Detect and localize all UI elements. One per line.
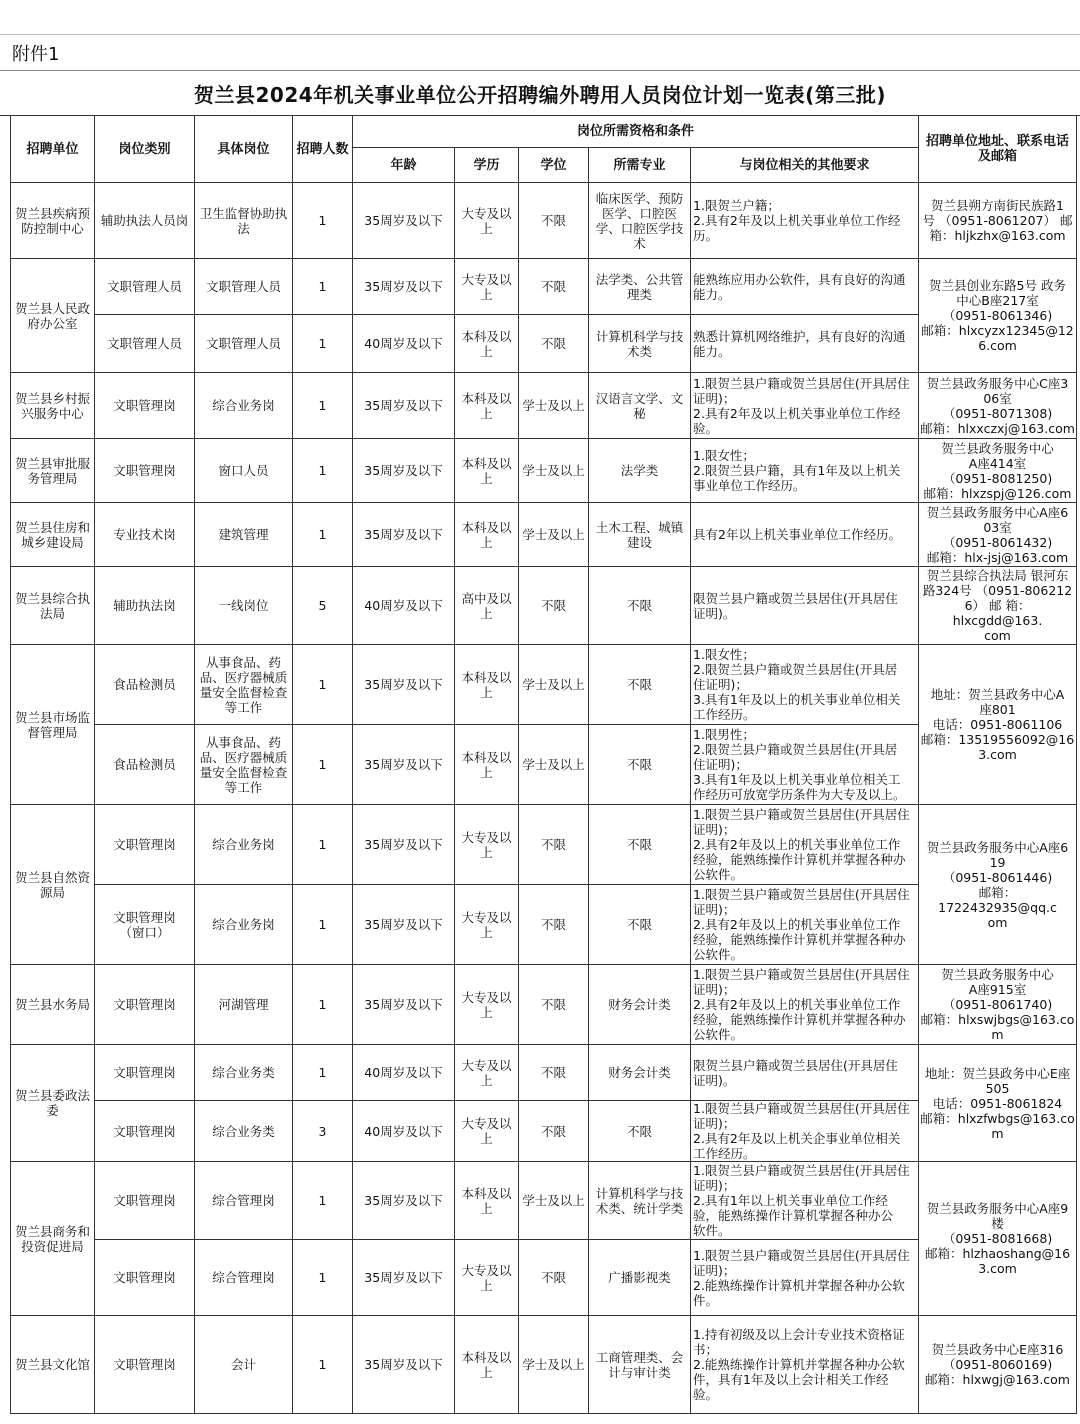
position-cell: 窗口人员: [195, 439, 293, 503]
position-cell: 综合业务类: [195, 1045, 293, 1101]
count-cell: 5: [293, 567, 353, 645]
table-row: [11, 965, 1077, 1045]
attachment-label: 附件1: [12, 44, 60, 65]
major-cell: 不限: [589, 567, 691, 645]
degree-cell: 不限: [519, 183, 589, 259]
major-cell: 土木工程、城镇 建设: [589, 503, 691, 567]
count-cell: 1: [293, 965, 353, 1045]
other-cell: 1.持有初级及以上会计专业技术资格证 书； 2.能熟练操作计算机并掌握各种办公软 件，具有1年及以上会计相关工作经 验。: [691, 1316, 919, 1414]
category-cell: 文职管理岗: [95, 965, 195, 1045]
table-row: [11, 439, 1077, 503]
other-cell: 1.限女性； 2.限贺兰县户籍，具有1年及以上机关 事业单位工作经历。: [691, 439, 919, 503]
age-cell: 35周岁及以下: [353, 1240, 455, 1316]
category-cell: 文职管理岗: [95, 1240, 195, 1316]
position-cell: 会计: [195, 1316, 293, 1414]
category-cell: 文职管理岗: [95, 1045, 195, 1101]
degree-cell: 不限: [519, 259, 589, 315]
unit-name-cell: 贺兰县文化馆: [11, 1316, 95, 1414]
degree-cell: 不限: [519, 1101, 589, 1162]
major-cell: 财务会计类: [589, 965, 691, 1045]
table-row: [11, 885, 1077, 965]
position-cell: 一线岗位: [195, 567, 293, 645]
contact-cell: 地址：贺兰县政务中心A 座801 电话：0951-8061106 邮箱：13519556092@16 3.com: [919, 645, 1077, 805]
other-cell: 限贺兰县户籍或贺兰县居住(开具居住 证明)。: [691, 1045, 919, 1101]
category-cell: 文职管理岗: [95, 1101, 195, 1162]
contact-cell: 地址：贺兰县政务中心E座 505 电话：0951-8061824 邮箱：hlxzfwbgs@163.co m: [919, 1045, 1077, 1162]
table-row: [11, 1240, 1077, 1316]
count-cell: 1: [293, 1316, 353, 1414]
other-cell: 1.限女性； 2.限贺兰县户籍或贺兰县居住(开具居 住证明)； 3.具有1年及以上的机关事业单位相关 工作经历。: [691, 645, 919, 725]
table-row: [11, 1045, 1077, 1101]
education-cell: 高中及以 上: [455, 567, 519, 645]
category-cell: 文职管理岗: [95, 373, 195, 439]
major-cell: 不限: [589, 645, 691, 725]
category-cell: 辅助执法人员岗: [95, 183, 195, 259]
count-cell: 1: [293, 439, 353, 503]
other-cell: 能熟练应用办公软件，具有良好的沟通 能力。: [691, 259, 919, 315]
contact-cell: 贺兰县综合执法局 银河东 路324号 （0951-806212 6） 邮 箱：hlxcgdd@163. com: [919, 567, 1077, 645]
table-row: [11, 315, 1077, 373]
unit-name-cell: 贺兰县市场监 督管理局: [11, 645, 95, 805]
unit-name-cell: 贺兰县疾病预 防控制中心: [11, 183, 95, 259]
blank-top-row: [0, 0, 1080, 35]
education-cell: 大专及以 上: [455, 965, 519, 1045]
other-cell: 1.限贺兰县户籍或贺兰县居住(开具居住 证明)； 2.具有2年及以上机关事业单位工作经 验。: [691, 373, 919, 439]
degree-cell: 学士及以上: [519, 725, 589, 805]
contact-cell: 贺兰县政务中心E座316 （0951-8060169) 邮箱：hlxwgj@163.com: [919, 1316, 1077, 1414]
degree-cell: 学士及以上: [519, 1316, 589, 1414]
unit-name-cell: 贺兰县自然资 源局: [11, 805, 95, 965]
major-cell: 法学类: [589, 439, 691, 503]
attachment-row: [0, 34, 1080, 71]
degree-cell: 不限: [519, 965, 589, 1045]
major-cell: 不限: [589, 805, 691, 885]
education-cell: 大专及以 上: [455, 1101, 519, 1162]
degree-cell: 不限: [519, 315, 589, 373]
degree-cell: 不限: [519, 1045, 589, 1101]
count-cell: 3: [293, 1101, 353, 1162]
degree-cell: 学士及以上: [519, 503, 589, 567]
unit-name-cell: 贺兰县住房和 城乡建设局: [11, 503, 95, 567]
table-row: [11, 503, 1077, 567]
major-cell: 计算机科学与技 术类: [589, 315, 691, 373]
major-cell: 不限: [589, 725, 691, 805]
page-title: 贺兰县2024年机关事业单位公开招聘编外聘用人员岗位计划一览表(第三批): [194, 82, 886, 107]
table-row: [11, 805, 1077, 885]
count-cell: 1: [293, 183, 353, 259]
header-other: 与岗位相关的其他要求: [691, 148, 919, 183]
category-cell: 文职管理岗: [95, 1162, 195, 1240]
unit-name-cell: 贺兰县人民政 府办公室: [11, 259, 95, 373]
age-cell: 35周岁及以下: [353, 183, 455, 259]
education-cell: 本科及以 上: [455, 725, 519, 805]
education-cell: 本科及以 上: [455, 645, 519, 725]
degree-cell: 不限: [519, 567, 589, 645]
category-cell: 文职管理岗: [95, 439, 195, 503]
count-cell: 1: [293, 1045, 353, 1101]
major-cell: 计算机科学与技 术类、统计学类: [589, 1162, 691, 1240]
position-cell: 综合管理岗: [195, 1162, 293, 1240]
position-cell: 从事食品、药 品、医疗器械质 量安全监督检查 等工作: [195, 645, 293, 725]
table-row: [11, 183, 1077, 259]
major-cell: 工商管理类、会 计与审计类: [589, 1316, 691, 1414]
contact-cell: 贺兰县政务服务中心 A座414室 （0951-8081250) 邮箱：hlxzspj@126.com: [919, 439, 1077, 503]
contact-cell: 贺兰县创业东路5号 政务 中心B座217室 （0951-8061346) 邮箱：hlxcyzx12345@12 6.com: [919, 259, 1077, 373]
header-category: 岗位类别: [95, 116, 195, 183]
contact-cell: 贺兰县政务服务中心A座6 03室 （0951-8061432) 邮箱：hlx-jsj@163.com: [919, 503, 1077, 567]
degree-cell: 学士及以上: [519, 439, 589, 503]
position-cell: 建筑管理: [195, 503, 293, 567]
contact-cell: 贺兰县政务服务中心C座3 06室 （0951-8071308) 邮箱：hlxxczxj@163.com: [919, 373, 1077, 439]
other-cell: 1.限贺兰县户籍或贺兰县居住(开具居住 证明)； 2.具有2年及以上的机关事业单位工作 经验，能熟练操作计算机并掌握各种办 公软件。: [691, 965, 919, 1045]
other-cell: 1.限贺兰县户籍或贺兰县居住(开具居住 证明)； 2.具有2年及以上机关企事业单位相关 工作经历。: [691, 1101, 919, 1162]
contact-cell: 贺兰县朔方南街民族路1 号 （0951-8061207） 邮 箱：hljkzhx@163.com: [919, 183, 1077, 259]
major-cell: 法学类、公共管 理类: [589, 259, 691, 315]
age-cell: 35周岁及以下: [353, 725, 455, 805]
position-cell: 综合业务类: [195, 1101, 293, 1162]
position-cell: 综合业务岗: [195, 885, 293, 965]
major-cell: 财务会计类: [589, 1045, 691, 1101]
education-cell: 本科及以 上: [455, 1162, 519, 1240]
age-cell: 35周岁及以下: [353, 503, 455, 567]
education-cell: 本科及以 上: [455, 1316, 519, 1414]
education-cell: 本科及以 上: [455, 315, 519, 373]
education-cell: 大专及以 上: [455, 885, 519, 965]
count-cell: 1: [293, 373, 353, 439]
education-cell: 本科及以 上: [455, 439, 519, 503]
count-cell: 1: [293, 259, 353, 315]
table-row: [11, 1316, 1077, 1414]
header-education: 学历: [455, 148, 519, 183]
table-row: [11, 645, 1077, 725]
category-cell: 辅助执法岗: [95, 567, 195, 645]
age-cell: 35周岁及以下: [353, 965, 455, 1045]
degree-cell: 学士及以上: [519, 645, 589, 725]
degree-cell: 不限: [519, 1240, 589, 1316]
header-major: 所需专业: [589, 148, 691, 183]
age-cell: 35周岁及以下: [353, 1162, 455, 1240]
degree-cell: 学士及以上: [519, 1162, 589, 1240]
category-cell: 文职管理人员: [95, 259, 195, 315]
position-cell: 文职管理人员: [195, 315, 293, 373]
other-cell: 1.限贺兰县户籍或贺兰县居住(开具居住 证明)； 2.具有2年及以上的机关事业单位工作 经验，能熟练操作计算机并掌握各种办 公软件。: [691, 885, 919, 965]
age-cell: 35周岁及以下: [353, 373, 455, 439]
age-cell: 40周岁及以下: [353, 567, 455, 645]
table-row: [11, 373, 1077, 439]
unit-name-cell: 贺兰县委政法 委: [11, 1045, 95, 1162]
category-cell: 文职管理岗: [95, 805, 195, 885]
count-cell: 1: [293, 725, 353, 805]
table-row: [11, 725, 1077, 805]
category-cell: 文职管理岗: [95, 1316, 195, 1414]
unit-name-cell: 贺兰县商务和 投资促进局: [11, 1162, 95, 1316]
contact-cell: 贺兰县政务服务中心 A座915室 （0951-8061740) 邮箱：hlxswjbgs@163.co m: [919, 965, 1077, 1045]
count-cell: 1: [293, 503, 353, 567]
table-row: [11, 567, 1077, 645]
other-cell: 1.限贺兰县户籍或贺兰县居住(开具居住 证明)； 2.具有2年及以上的机关事业单位工作 经验，能熟练操作计算机并掌握各种办 公软件。: [691, 805, 919, 885]
age-cell: 40周岁及以下: [353, 1101, 455, 1162]
category-cell: 文职管理岗 （窗口）: [95, 885, 195, 965]
recruitment-table: [10, 115, 1077, 1414]
header-degree: 学位: [519, 148, 589, 183]
major-cell: 汉语言文学、文 秘: [589, 373, 691, 439]
other-cell: 1.限贺兰县户籍或贺兰县居住(开具居住 证明)； 2.能熟练操作计算机并掌握各种办公软 件。: [691, 1240, 919, 1316]
contact-cell: 贺兰县政务服务中心A座6 19 （0951-8061446) 邮箱：1722432935@qq.c om: [919, 805, 1077, 965]
education-cell: 大专及以 上: [455, 183, 519, 259]
count-cell: 1: [293, 315, 353, 373]
other-cell: 1.限贺兰县户籍或贺兰县居住(开具居住 证明)； 2.具有1年以上机关事业单位工作经 验，能熟练操作计算机掌握各种办公 软件。: [691, 1162, 919, 1240]
education-cell: 大专及以 上: [455, 1045, 519, 1101]
position-cell: 文职管理人员: [195, 259, 293, 315]
other-cell: 限贺兰县户籍或贺兰县居住(开具居住 证明)。: [691, 567, 919, 645]
major-cell: 不限: [589, 885, 691, 965]
position-cell: 综合管理岗: [195, 1240, 293, 1316]
unit-name-cell: 贺兰县水务局: [11, 965, 95, 1045]
position-cell: 河湖管理: [195, 965, 293, 1045]
category-cell: 文职管理人员: [95, 315, 195, 373]
degree-cell: 不限: [519, 805, 589, 885]
header-unit: 招聘单位: [11, 116, 95, 183]
category-cell: 专业技术岗: [95, 503, 195, 567]
age-cell: 35周岁及以下: [353, 885, 455, 965]
count-cell: 1: [293, 1162, 353, 1240]
major-cell: 广播影视类: [589, 1240, 691, 1316]
education-cell: 大专及以 上: [455, 805, 519, 885]
count-cell: 1: [293, 805, 353, 885]
table-row: [11, 1162, 1077, 1240]
header-age: 年龄: [353, 148, 455, 183]
education-cell: 大专及以 上: [455, 259, 519, 315]
header-position: 具体岗位: [195, 116, 293, 183]
category-cell: 食品检测员: [95, 645, 195, 725]
unit-name-cell: 贺兰县乡村振 兴服务中心: [11, 373, 95, 439]
other-cell: 熟悉计算机网络维护，具有良好的沟通 能力。: [691, 315, 919, 373]
age-cell: 40周岁及以下: [353, 315, 455, 373]
major-cell: 不限: [589, 1101, 691, 1162]
count-cell: 1: [293, 1240, 353, 1316]
other-cell: 具有2年以上机关事业单位工作经历。: [691, 503, 919, 567]
table-row: [11, 259, 1077, 315]
unit-name-cell: 贺兰县综合执 法局: [11, 567, 95, 645]
header-count: 招聘人数: [293, 116, 353, 183]
age-cell: 35周岁及以下: [353, 805, 455, 885]
header-conditions: 岗位所需资格和条件: [353, 116, 919, 148]
other-cell: 1.限男性； 2.限贺兰县户籍或贺兰县居住(开具居 住证明)； 3.具有1年及以上机关事业单位相关工 作经历可放宽学历条件为大专及以上。: [691, 725, 919, 805]
unit-name-cell: 贺兰县审批服 务管理局: [11, 439, 95, 503]
education-cell: 本科及以 上: [455, 503, 519, 567]
education-cell: 大专及以 上: [455, 1240, 519, 1316]
position-cell: 综合业务岗: [195, 805, 293, 885]
major-cell: 临床医学、预防 医学、口腔医 学、口腔医学技 术: [589, 183, 691, 259]
count-cell: 1: [293, 645, 353, 725]
header-contact: 招聘单位地址、联系电话 及邮箱: [919, 116, 1077, 183]
table-row: [11, 1101, 1077, 1162]
age-cell: 35周岁及以下: [353, 439, 455, 503]
age-cell: 40周岁及以下: [353, 1045, 455, 1101]
degree-cell: 学士及以上: [519, 373, 589, 439]
category-cell: 食品检测员: [95, 725, 195, 805]
count-cell: 1: [293, 885, 353, 965]
degree-cell: 不限: [519, 885, 589, 965]
contact-cell: 贺兰县政务服务中心A座9 楼 （0951-8081668) 邮箱：hlzhaoshang@16 3.com: [919, 1162, 1077, 1316]
title-row: [0, 71, 1080, 116]
education-cell: 本科及以 上: [455, 373, 519, 439]
position-cell: 综合业务岗: [195, 373, 293, 439]
position-cell: 从事食品、药 品、医疗器械质 量安全监督检查 等工作: [195, 725, 293, 805]
position-cell: 卫生监督协助执 法: [195, 183, 293, 259]
age-cell: 35周岁及以下: [353, 645, 455, 725]
age-cell: 35周岁及以下: [353, 1316, 455, 1414]
other-cell: 1.限贺兰户籍； 2.具有2年及以上机关事业单位工作经 历。: [691, 183, 919, 259]
age-cell: 35周岁及以下: [353, 259, 455, 315]
